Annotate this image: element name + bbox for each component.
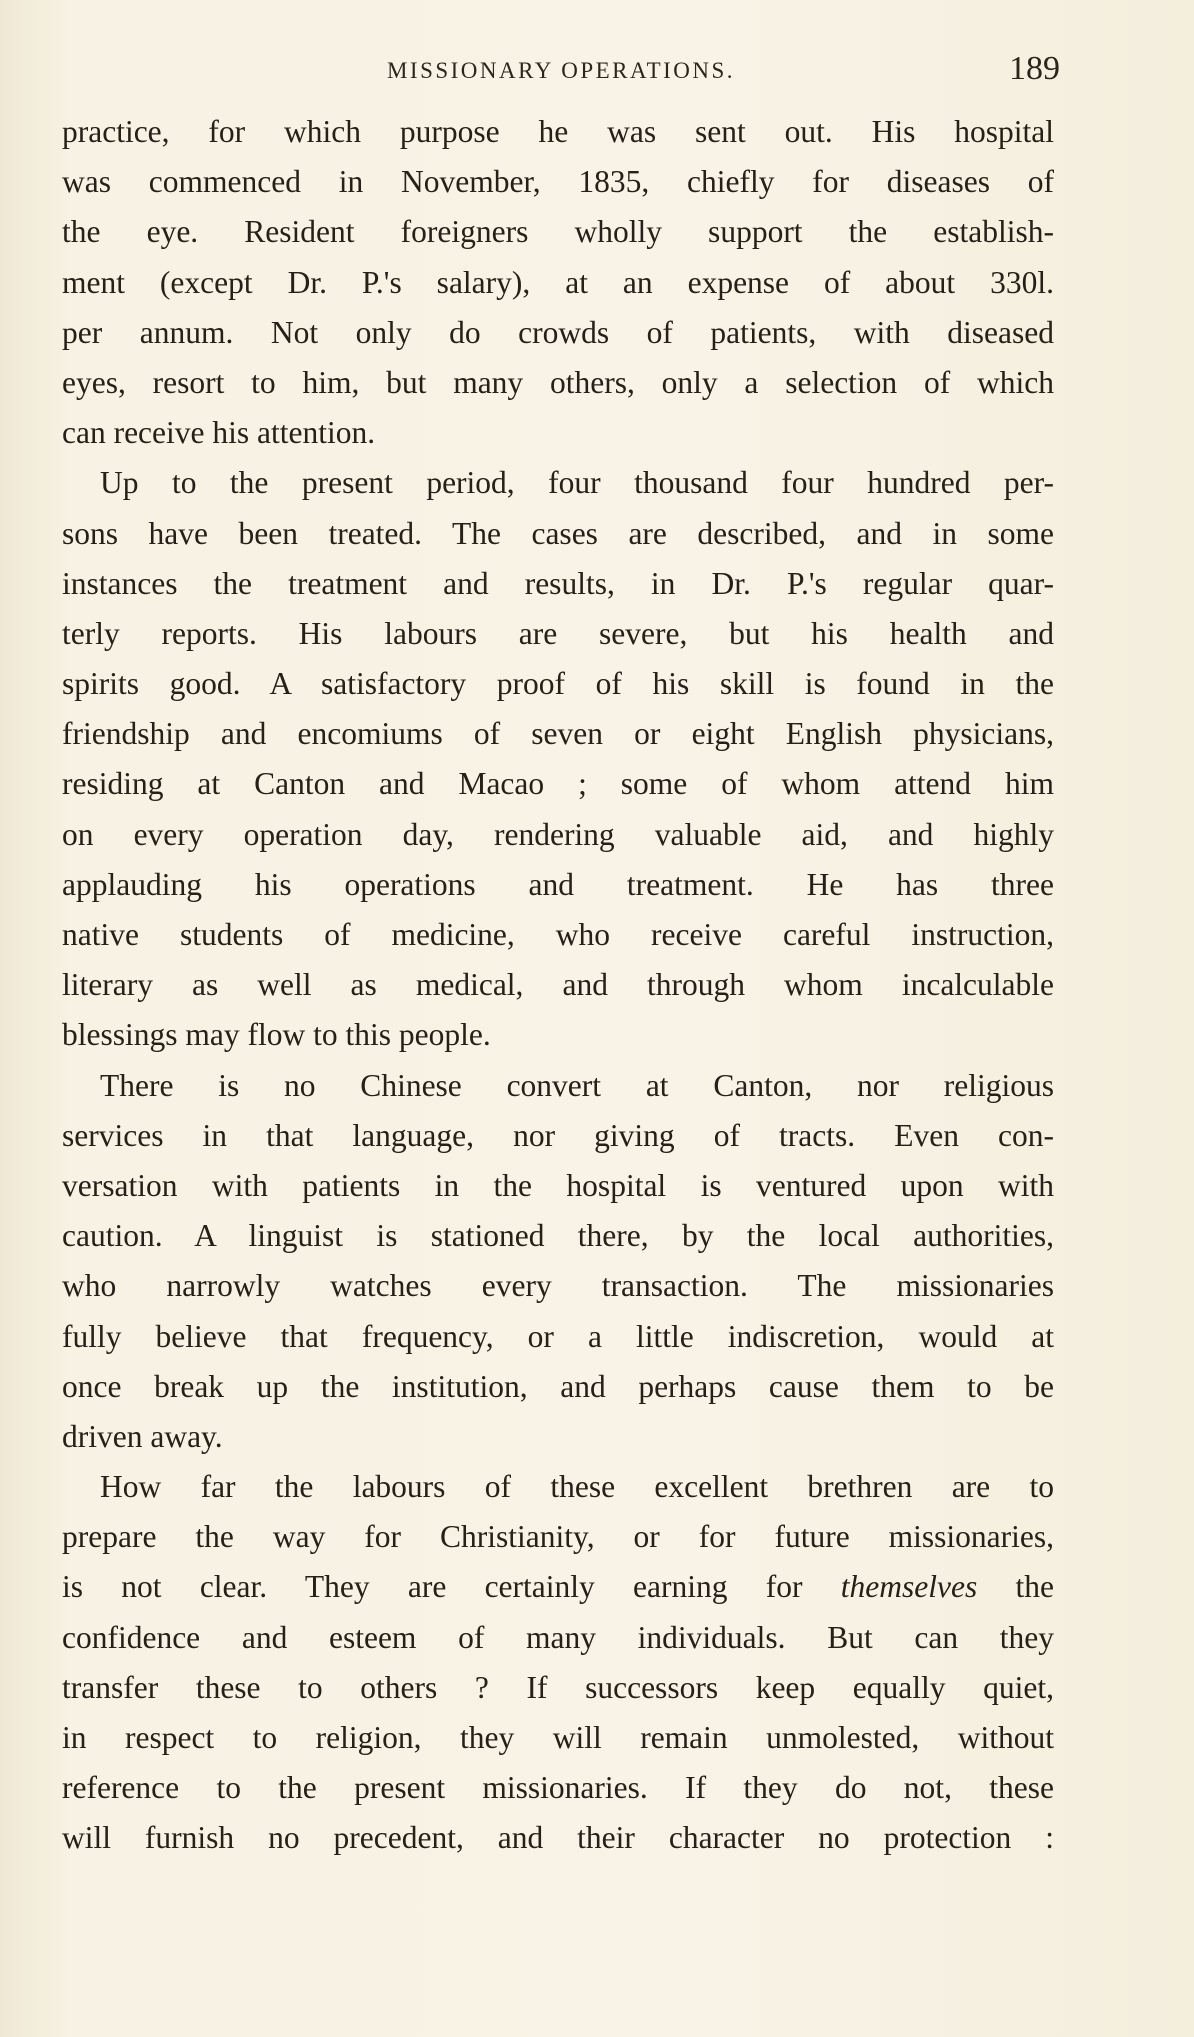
text-line: prepare the way for Christianity, or for future missionaries,	[62, 1519, 1054, 1555]
text-line	[62, 1562, 1054, 1612]
italic-emphasis: themselves	[840, 1569, 978, 1605]
text-line: reference to the present missionaries. If they do not, these	[62, 1770, 1054, 1806]
text-line: caution. A linguist is stationed there, by the local authorities,	[62, 1218, 1054, 1254]
text-line: driven away.	[62, 1418, 223, 1454]
text-line: in respect to religion, they will remain unmolested, without	[62, 1720, 1054, 1755]
text-line: who narrowly watches every transaction. The missionaries	[62, 1268, 1054, 1304]
page-number: 189	[1009, 50, 1060, 87]
text-line: confidence and esteem of many individuals. But can they	[62, 1619, 1054, 1655]
running-head	[62, 50, 1060, 94]
text-line: ment (except Dr. P.'s salary), at an expense of about 330l.	[62, 264, 1054, 300]
text-run: the	[977, 1569, 1055, 1605]
text-line: once break up the institution, and perhaps cause them to be	[62, 1368, 1054, 1404]
running-title: MISSIONARY OPERATIONS.	[386, 58, 736, 83]
text-line: on every operation day, rendering valuable aid, and highly	[62, 816, 1054, 852]
text-line: applauding his operations and treatment. He has three	[62, 866, 1054, 902]
text-line: sons have been treated. The cases are described, and in some	[62, 515, 1054, 551]
text-line: terly reports. His labours are severe, but his health and	[62, 615, 1054, 651]
text-line: literary as well as medical, and through whom incalculable	[62, 967, 1054, 1003]
text-run: is not clear. They are certainly earning for	[62, 1569, 841, 1605]
text-line: There is no Chinese convert at Canton, nor religious	[100, 1067, 1054, 1103]
text-line: spirits good. A satisfactory proof of his skill is found in the	[62, 666, 1054, 702]
body-text	[62, 107, 1054, 1864]
text-line: services in that language, nor giving of tracts. Even con-	[62, 1117, 1054, 1153]
text-line: residing at Canton and Macao ; some of whom attend him	[62, 766, 1054, 802]
text-line: will furnish no precedent, and their character no protection :	[62, 1820, 1054, 1856]
text-line: can receive his attention.	[62, 415, 376, 451]
text-line: Up to the present period, four thousand four hundred per-	[100, 465, 1054, 501]
text-line: eyes, resort to him, but many others, only a selection of which	[62, 364, 1054, 400]
text-line: per annum. Not only do crowds of patients, with diseased	[62, 314, 1054, 350]
text-line: fully believe that frequency, or a little indiscretion, would at	[62, 1318, 1054, 1354]
text-line: How far the labours of these excellent brethren are to	[100, 1469, 1054, 1505]
text-line: friendship and encomiums of seven or eight English physicians,	[62, 716, 1054, 752]
text-line: instances the treatment and results, in Dr. P.'s regular quar-	[62, 565, 1054, 601]
text-line: versation with patients in the hospital is ventured upon with	[62, 1167, 1054, 1203]
text-line: the eye. Resident foreigners wholly support the establish-	[62, 214, 1054, 250]
text-line: blessings may flow to this people.	[62, 1017, 491, 1053]
text-line: practice, for which purpose he was sent out. His hospital	[62, 114, 1054, 149]
text-line: transfer these to others ? If successors keep equally quiet,	[62, 1669, 1054, 1705]
text-line: native students of medicine, who receive careful instruction,	[62, 917, 1054, 952]
text-line: was commenced in November, 1835, chiefly for diseases of	[62, 164, 1054, 200]
